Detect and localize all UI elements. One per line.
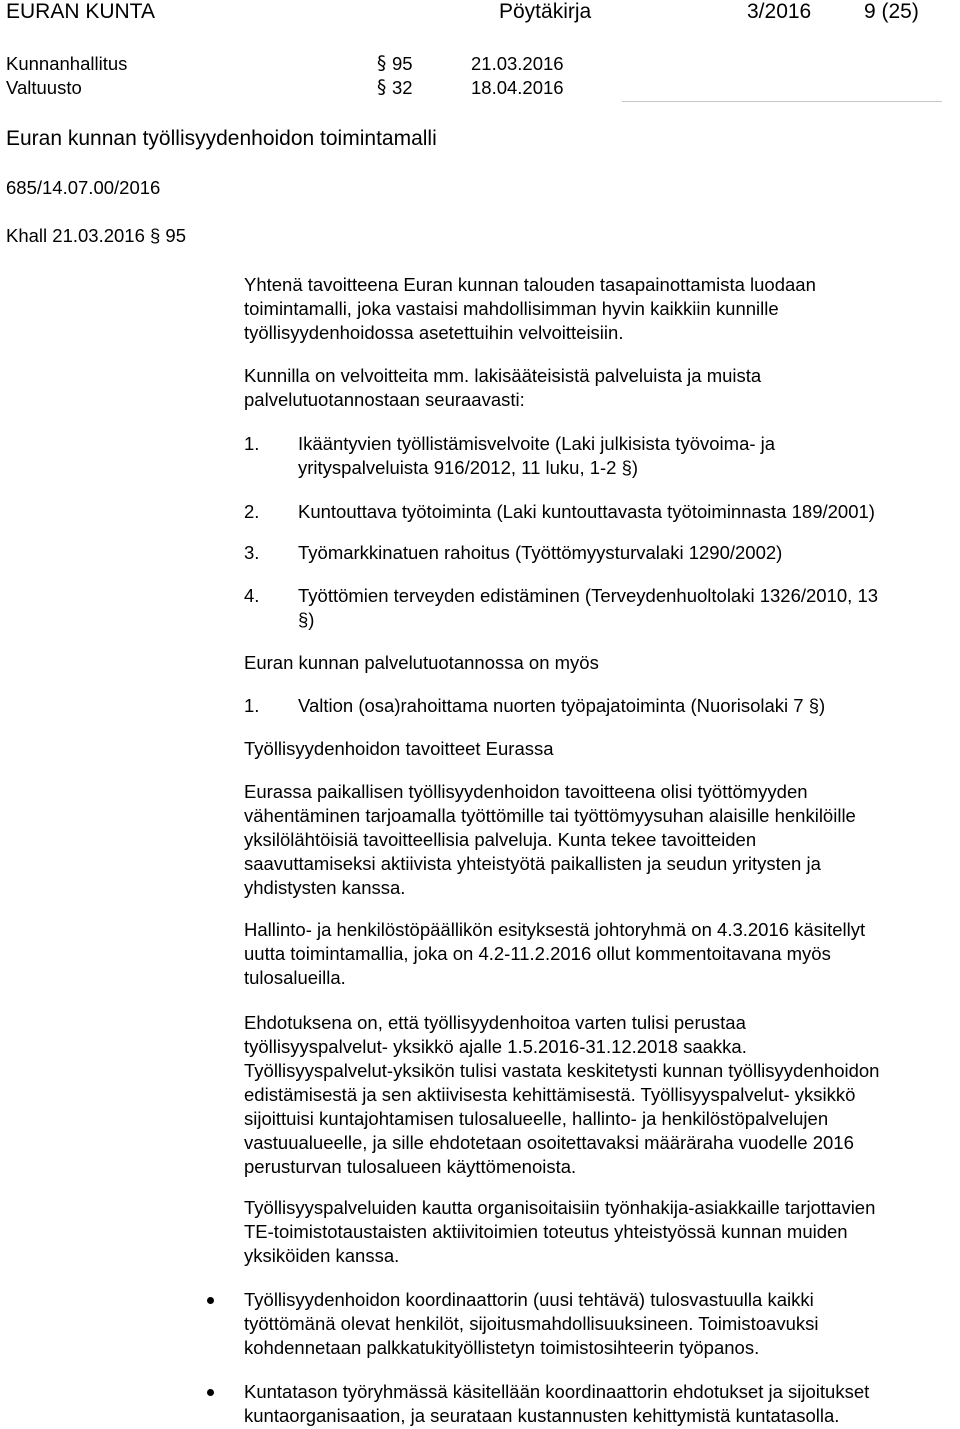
process-paragraph: Hallinto- ja henkilöstöpäällikön esityksestä johtoryhmä on 4.3.2016 käsitellyt uutta toimintamallia, joka on 4.2-11.2.2016 ollut kommentoitavana myös tulosalueilla.	[244, 919, 866, 988]
page-title: Euran kunnan työllisyydenhoidon toimintamalli	[6, 127, 437, 150]
bullet-icon	[207, 1389, 214, 1396]
page-number: 9 (25)	[864, 0, 919, 23]
document-number: 3/2016	[747, 0, 812, 23]
bullet-icon	[207, 1297, 214, 1304]
meta-date: 21.03.2016	[471, 53, 564, 74]
meta-section: 32	[392, 77, 413, 98]
meta-body: Valtuusto	[6, 77, 82, 98]
services-paragraph: Työllisyyspalveluiden kautta organisoitaisiin työnhakija-asiakkaille tarjottavien TE-toimistotaustaisten aktiivitoimien toteutus yhteistyössä kunnan muiden yksiköiden kanssa.	[244, 1197, 876, 1266]
reference-number: 685/14.07.00/2016	[6, 177, 161, 198]
intro-paragraph: Yhtenä tavoitteena Euran kunnan talouden tasapainottamista luodaan toimintamalli, joka vastaisi mahdollisimman hyvin kaikkiin kunnille työllisyydenhoidossa asetettuihin velvoitteisiin.	[244, 274, 816, 343]
meta-date: 18.04.2016	[471, 77, 564, 98]
section-sign: §	[377, 53, 387, 74]
meta-row-kunnanhallitus	[6, 52, 946, 76]
khall-line: Khall 21.03.2016 § 95	[6, 225, 187, 246]
meta-section: 95	[392, 53, 413, 74]
header-divider	[622, 101, 942, 102]
goals-heading: Työllisyydenhoidon tavoitteet Eurassa	[244, 738, 554, 759]
meta-body: Kunnanhallitus	[6, 53, 128, 74]
document-header	[6, 0, 946, 24]
proposal-paragraph: Ehdotuksena on, että työllisyydenhoitoa varten tulisi perustaa työllisyyspalvelut- yksikkö ajalle 1.5.2016-31.12.2018 saakka. Työllisyyspalvelut-yksikön tulisi vastata keskitetysti kunnan työllisyydenhoidon edistämisestä ja sen aktiivisesta kehittämisestä. Työllisyyspalvelut- yksikkö sijoittuisi kuntajohtamisen tulosalueelle, hallinto- ja henkilöstöpalvelujen vastuualueelle, ja sille ehdotetaan osoitettavaksi määräraha vuodelle 2016 perusturvan tulosalueen käyttömenoista.	[244, 1012, 880, 1177]
also-intro: Euran kunnan palvelutuotannossa on myös	[244, 652, 599, 673]
section-sign: §	[377, 77, 387, 98]
meta-row-valtuusto	[6, 76, 946, 100]
document-type: Pöytäkirja	[499, 0, 592, 23]
goals-paragraph: Eurassa paikallisen työllisyydenhoidon tavoitteena olisi työttömyyden vähentäminen tarjoamalla työttömille tai työttömyysuhan alaisille henkilöille yksilölähtöisiä tavoitteellisia palveluja. Kunta tekee tavoitteiden saavuttamiseksi aktiivista yhteistyötä paikallisten ja seudun yritysten ja yhdistysten kanssa.	[244, 781, 856, 898]
obligations-intro: Kunnilla on velvoitteita mm. lakisääteisistä palveluista ja muista palvelutuotannostaan seuraavasti:	[244, 365, 762, 410]
municipality-name: EURAN KUNTA	[6, 0, 155, 23]
